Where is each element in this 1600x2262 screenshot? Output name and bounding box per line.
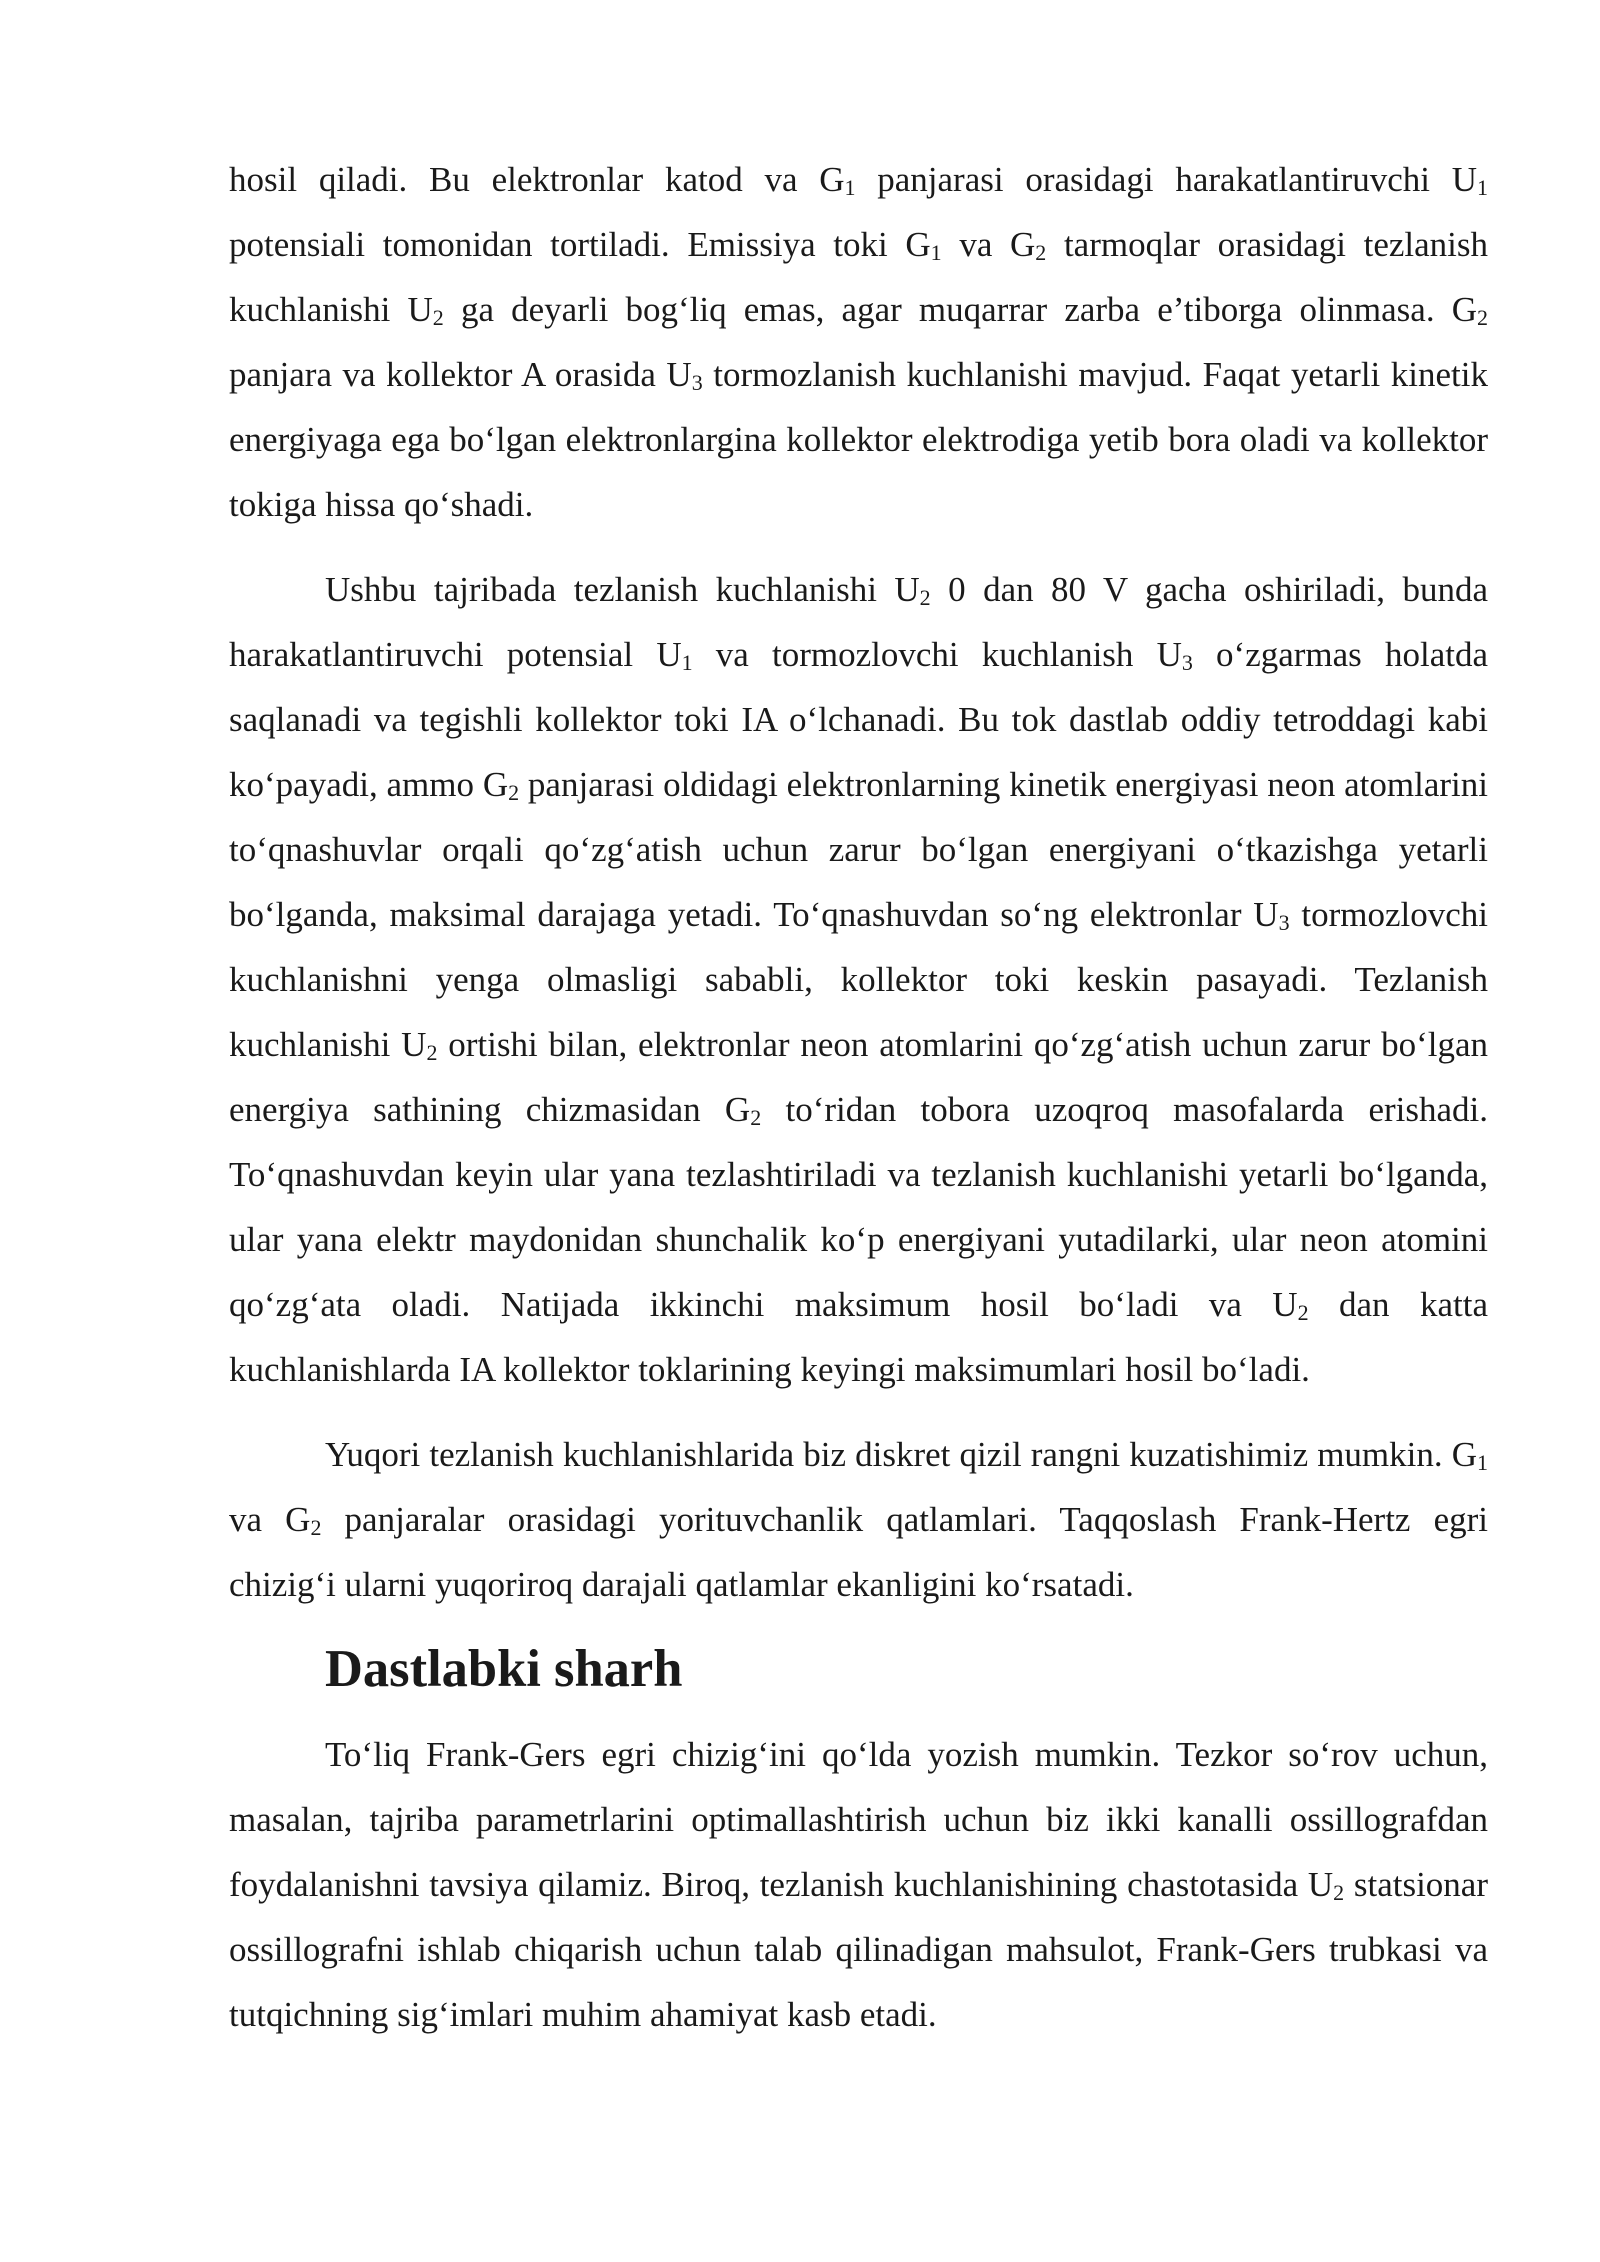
text-run: 0 dan 80 V gacha oshiriladi, bunda harakatlantiruvchi potensial U [229,570,1488,674]
subscript-index: 2 [750,1104,762,1130]
text-run: panjaralar orasidagi yorituvchanlik qatlamlari. Taqqoslash Frank-Hertz egri chizig‘i ularni yuqoriroq darajali qatlamlar ekanligini ko‘rsatadi. [229,1500,1489,1604]
text-run: panjara va kollektor A orasida U [229,355,692,394]
text-run: to‘ridan tobora uzoqroq masofalarda erishadi. To‘qnashuvdan keyin ular yana tezlashtiriladi va tezlanish kuchlanishi yetarli bo‘lganda, ular yana elektr maydonidan shunchalik ko‘p energiyani yutadilarki, ular neon atomini qo‘zg‘ata oladi. Natijada ikkinchi maksimum hosil bo‘ladi va U [229,1090,1488,1324]
subscript-index: 3 [1278,909,1290,935]
text-run: To‘liq Frank-Gers egri chizig‘ini qo‘lda yozish mumkin. Tezkor so‘rov uchun, masalan, tajriba parametrlarini optimallashtirish uchun biz ikki kanalli ossillografdan foydalanishni tavsiya qilamiz. Biroq, tezlanish kuchlanishining chastotasida U [229,1735,1488,1904]
text-run: o‘zgarmas holatda saqlanadi va tegishli kollektor toki IA o‘lchanadi. Bu tok dastlab oddiy tetroddagi kabi ko‘payadi, ammo G [229,635,1488,804]
section-heading: Dastlabki sharh [325,1640,683,1698]
subscript-index: 2 [919,584,931,610]
subscript-index: 2 [1333,1879,1345,1905]
subscript-index: 3 [691,369,703,395]
subscript-index: 1 [681,649,693,675]
text-run: panjarasi oldidagi elektronlarning kinetik energiyasi neon atomlarini to‘qnashuvlar orqali qo‘zg‘atish uchun zarur bo‘lgan energiyani o‘tkazishga yetarli bo‘lganda, maksimal darajaga yetadi. To‘qnashuvdan so‘ng elektronlar U [229,765,1488,934]
text-run: hosil qiladi. Bu elektronlar katod va G [229,160,845,199]
text-run: va G [229,1500,311,1539]
paragraph-preliminary-remark [229,1722,1488,2047]
text-run: statsionar ossillografni ishlab chiqarish uchun talab qilinadigan mahsulot, Frank-Gers trubkasi va tutqichning sig‘imlari muhim ahamiyat kasb etadi. [229,1865,1488,2034]
subscript-index: 1 [1477,1449,1488,1475]
subscript-index: 3 [1181,649,1193,675]
subscript-index: 2 [432,304,444,330]
subscript-index: 1 [844,174,856,200]
text-run: Ushbu tajribada tezlanish kuchlanishi U [325,570,920,609]
paragraph-continuation [229,147,1488,537]
text-run: panjarasi orasidagi harakatlantiruvchi U [855,160,1477,199]
subscript-index: 2 [508,779,520,805]
subscript-index: 2 [1477,304,1489,330]
text-run: tormozlanish kuchlanishi mavjud. Faqat yetarli kinetik energiyaga ega bo‘lgan elektronlargina kollektor elektrodiga yetib bora oladi va kollektor tokiga hissa qo‘shadi. [229,355,1489,524]
text-run: dan katta kuchlanishlarda IA kollektor toklarining keyingi maksimumlari hosil bo‘ladi. [229,1285,1488,1389]
subscript-index: 2 [426,1039,438,1065]
text-run: potensiali tomonidan tortiladi. Emissiya toki G [229,225,931,264]
paragraph-experiment [229,557,1488,1402]
subscript-index: 2 [1297,1299,1309,1325]
text-run: ga deyarli bog‘liq emas, agar muqarrar zarba e’tiborga olinmasa. G [443,290,1478,329]
subscript-index: 2 [1035,239,1047,265]
subscript-index: 1 [930,239,942,265]
text-run: ortishi bilan, elektronlar neon atomlarini qo‘zg‘atish uchun zarur bo‘lgan energiya sathining chizmasidan G [229,1025,1488,1129]
text-run: va G [941,225,1036,264]
text-run: va tormozlovchi kuchlanish U [692,635,1182,674]
paragraph-luminance-layers [229,1422,1488,1617]
subscript-index: 2 [310,1514,322,1540]
text-run: Yuqori tezlanish kuchlanishlarida biz diskret qizil rangni kuzatishimiz mumkin. G [325,1435,1477,1474]
text-run: tormozlovchi kuchlanishni yenga olmasligi sababli, kollektor toki keskin pasayadi. Tezlanish kuchlanishi U [229,895,1488,1064]
subscript-index: 1 [1476,174,1488,200]
text-run: tarmoqlar orasidagi tezlanish kuchlanishi U [229,225,1488,329]
